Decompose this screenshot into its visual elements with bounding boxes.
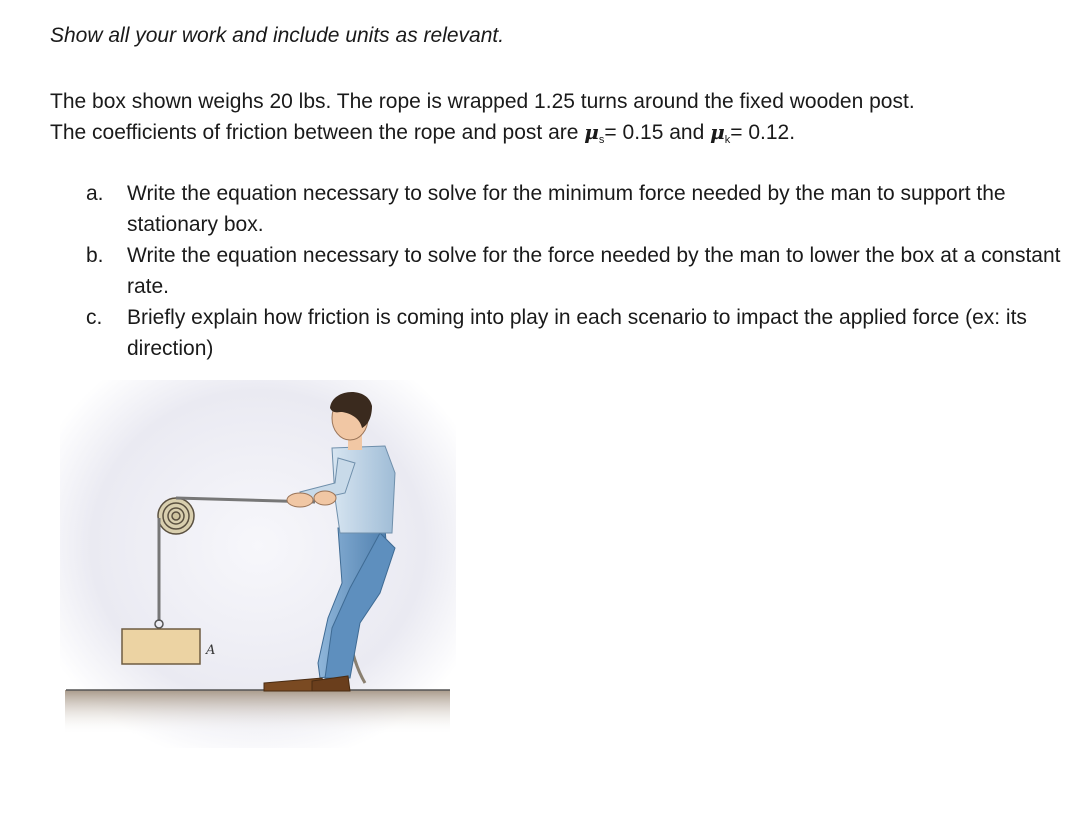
question-text: Write the equation necessary to solve for the force needed by the man to lower the box at a constant rate. (127, 244, 1061, 298)
question-text: Briefly explain how friction is coming into play in each scenario to impact the applied force (ex: its direction) (127, 306, 1027, 360)
problem-figure (50, 378, 466, 754)
question-text: Write the equation necessary to solve for the minimum force needed by the man to support the stationary box. (127, 182, 1006, 236)
and-text: and (663, 121, 711, 144)
mu-s-subscript: s (598, 134, 605, 146)
wooden-post (158, 498, 194, 534)
instructions-text: Show all your work and include units as relevant. (50, 24, 505, 47)
problem-line-2-prefix: The coefficients of friction between the rope and post are (50, 121, 585, 144)
question-item (86, 240, 1061, 302)
problem-statement (50, 86, 1060, 156)
question-letter: a. (86, 182, 104, 205)
floor-shadow (65, 690, 450, 735)
question-list (86, 178, 1061, 364)
question-item (86, 178, 1061, 240)
question-item (86, 302, 1061, 364)
mu-k-symbol: μ (710, 120, 725, 144)
mu-k-value: = 0.12. (730, 121, 796, 144)
mu-s-value: = 0.15 (604, 121, 664, 144)
question-letter: c. (86, 306, 103, 329)
man-rope-post-illustration (50, 378, 466, 754)
problem-line-1: The box shown weighs 20 lbs. The rope is wrapped 1.25 turns around the fixed wooden post. (50, 90, 915, 113)
box-label: A (206, 643, 216, 658)
mu-k-subscript: k (724, 134, 731, 146)
question-letter: b. (86, 244, 104, 267)
box (122, 629, 200, 664)
mu-s-symbol: μ (584, 120, 599, 144)
